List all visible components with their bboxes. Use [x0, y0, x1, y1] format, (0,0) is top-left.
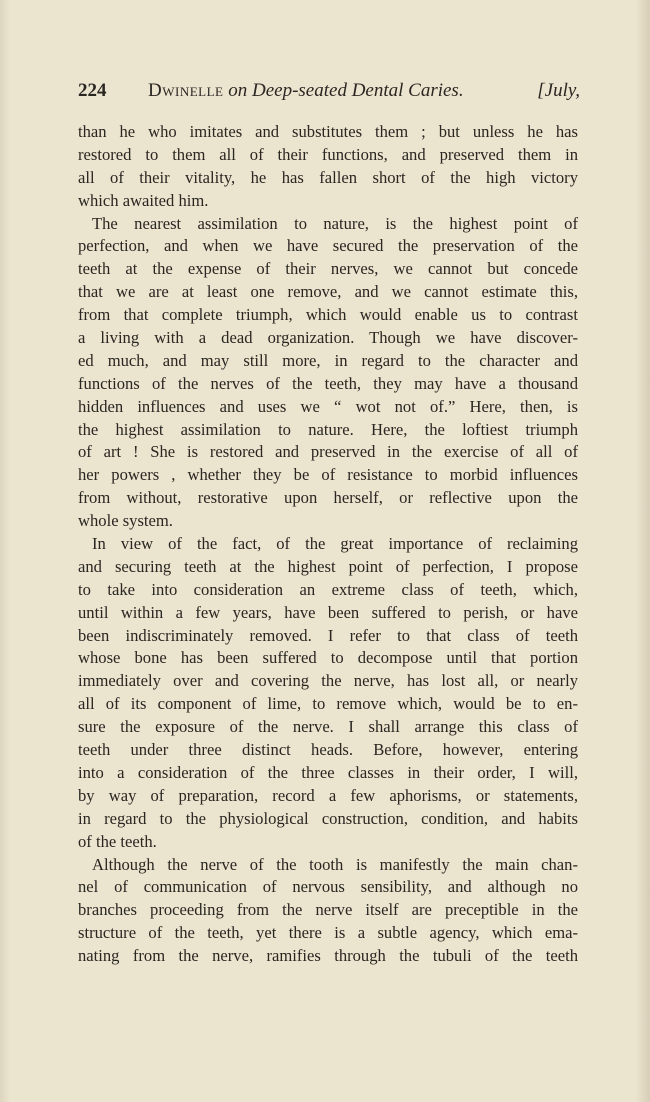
- issue-month: [July,: [537, 80, 580, 101]
- running-title-text: on Deep-seated Dental Caries.: [223, 80, 464, 101]
- text-line: structure of the teeth, yet there is a subtle agency, which ema-: [78, 923, 578, 943]
- text-line: than he who imitates and substitutes them ; but unless he has: [78, 122, 578, 141]
- text-line: Although the nerve of the tooth is manifestly the main chan-: [92, 854, 578, 874]
- text-line: into a consideration of the three classes in their order, I will,: [78, 762, 578, 782]
- text-line: branches proceeding from the nerve itself are preceptible in the: [78, 900, 578, 920]
- text-line: In view of the fact, of the great importance of reclaiming: [92, 534, 578, 554]
- text-line: whole system.: [78, 511, 173, 531]
- text-line: teeth under three distinct heads. Before, however, entering: [78, 740, 578, 760]
- running-title-author: Dwinelle: [148, 80, 224, 101]
- text-line: all of its component of lime, to remove which, would be to en-: [78, 694, 578, 714]
- text-line: the highest assimilation to nature. Here, the loftiest triumph: [78, 419, 578, 439]
- page-left-edge-shadow: [0, 0, 10, 1102]
- running-title: [148, 80, 464, 102]
- text-line: sure the exposure of the nerve. I shall arrange this class of: [78, 717, 578, 737]
- text-line: from without, restorative upon herself, or reflective upon the: [78, 488, 578, 508]
- page-number: 224: [78, 80, 107, 101]
- text-line: to take into consideration an extreme class of teeth, which,: [78, 579, 578, 599]
- text-line: of the teeth.: [78, 831, 157, 851]
- text-line: The nearest assimilation to nature, is the highest point of: [92, 213, 578, 233]
- text-line: until within a few years, have been suffered to perish, or have: [78, 602, 578, 622]
- text-line: been indiscriminately removed. I refer to that class of teeth: [78, 625, 578, 645]
- text-line: immediately over and covering the nerve, has lost all, or nearly: [78, 671, 578, 691]
- page-header: [78, 80, 580, 108]
- text-line: restored to them all of their functions, and preserved them in: [78, 144, 578, 164]
- text-line: and securing teeth at the highest point of perfection, I propose: [78, 556, 578, 576]
- text-line: nel of communication of nervous sensibility, and although no: [78, 877, 578, 897]
- text-line: that we are at least one remove, and we cannot estimate this,: [78, 282, 578, 302]
- text-line: whose bone has been suffered to decompose until that portion: [78, 648, 578, 668]
- text-line: ed much, and may still more, in regard to the character and: [78, 350, 578, 370]
- text-line: nating from the nerve, ramifies through the tubuli of the teeth: [78, 946, 578, 966]
- text-line: functions of the nerves of the teeth, they may have a thousand: [78, 373, 578, 393]
- text-line: hidden influences and uses we “ wot not of.” Here, then, is: [78, 396, 578, 416]
- text-line: of art ! She is restored and preserved in the exercise of all of: [78, 442, 578, 462]
- text-line: in regard to the physiological construction, condition, and habits: [78, 808, 578, 828]
- text-line: her powers , whether they be of resistance to morbid influences: [78, 465, 578, 485]
- text-line: a living with a dead organization. Though we have discover-: [78, 328, 578, 348]
- text-line: by way of preparation, record a few aphorisms, or statements,: [78, 785, 578, 805]
- text-line: from that complete triumph, which would enable us to contrast: [78, 305, 578, 325]
- text-line: all of their vitality, he has fallen short of the high victory: [78, 167, 578, 187]
- text-line: teeth at the expense of their nerves, we cannot but concede: [78, 259, 578, 279]
- text-line: which awaited him.: [78, 190, 209, 210]
- page-right-edge-shadow: [636, 0, 650, 1102]
- text-line: perfection, and when we have secured the preservation of the: [78, 236, 578, 256]
- article-body: [78, 121, 578, 968]
